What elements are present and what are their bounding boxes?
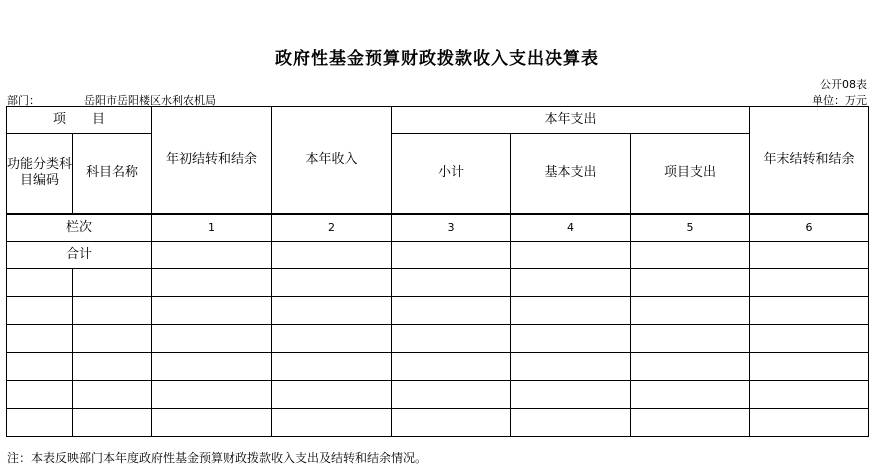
table-row [7,381,869,409]
empty-rows [7,269,869,437]
page-title: 政府性基金预算财政拨款收入支出决算表 [275,49,599,69]
table-cell [272,297,392,325]
col-number: 4 [511,214,631,242]
header-expense-group: 本年支出 [392,107,750,134]
header-subtotal: 小计 [392,134,511,214]
col-number: 3 [392,214,511,242]
col-number: 1 [152,214,272,242]
table-cell [7,353,73,381]
table-cell [272,325,392,353]
table-cell [511,325,631,353]
header-item: 项 目 [7,107,152,134]
table-row [7,297,869,325]
table-cell [73,269,152,297]
budget-table [6,106,869,437]
table-cell [73,409,152,437]
table-cell [7,297,73,325]
header-income: 本年收入 [272,107,392,214]
table-cell [631,325,750,353]
table-cell [750,297,869,325]
table-cell [511,297,631,325]
table-cell [750,325,869,353]
table-cell [511,409,631,437]
form-number: 公开08表 [820,78,867,91]
table-cell [392,297,511,325]
col-index-label: 栏次 [7,214,152,242]
col-number: 5 [631,214,750,242]
table-cell [272,353,392,381]
table-cell [152,353,272,381]
table-cell [392,269,511,297]
table-cell [511,269,631,297]
footnote: 注：本表反映部门本年度政府性基金预算财政拨款收入支出及结转和结余情况。 [7,451,428,465]
table-cell [152,409,272,437]
table-cell [272,409,392,437]
table-cell [631,242,750,269]
header-func-code: 功能分类科目编码 [7,134,73,214]
table-cell [152,242,272,269]
table-cell [392,325,511,353]
unit-label: 单位：万元 [812,94,867,107]
table-cell [73,353,152,381]
table-cell [750,409,869,437]
col-number: 2 [272,214,392,242]
table-cell [7,381,73,409]
table-row [7,353,869,381]
table-row [7,325,869,353]
table-cell [152,269,272,297]
table-cell [392,242,511,269]
table-cell [152,297,272,325]
table-cell [392,381,511,409]
table-cell [152,381,272,409]
table-cell [631,297,750,325]
table-cell [750,353,869,381]
table-cell [511,353,631,381]
table-cell [152,325,272,353]
table-cell [392,409,511,437]
department-name: 岳阳市岳阳楼区水利农机局 [84,94,216,107]
table-cell [73,297,152,325]
header-begin-balance: 年初结转和结余 [152,107,272,214]
table-cell [272,269,392,297]
table-cell [272,381,392,409]
table-cell [631,409,750,437]
table-cell [750,242,869,269]
header-subject-name: 科目名称 [73,134,152,214]
header-project: 项目支出 [631,134,750,214]
table-cell [750,269,869,297]
department-label: 部门： [7,94,40,107]
table-row [7,409,869,437]
table-cell [7,269,73,297]
table-cell [272,242,392,269]
table-cell [631,353,750,381]
col-number: 6 [750,214,869,242]
table-cell [7,325,73,353]
table-cell [511,242,631,269]
header-basic: 基本支出 [511,134,631,214]
table-cell [631,269,750,297]
table-cell [631,381,750,409]
table-cell [750,381,869,409]
header-end-balance: 年末结转和结余 [750,107,869,214]
total-label: 合计 [7,242,152,269]
table-cell [73,381,152,409]
table-cell [392,353,511,381]
table-row [7,269,869,297]
table-cell [7,409,73,437]
table-cell [73,325,152,353]
table-cell [511,381,631,409]
